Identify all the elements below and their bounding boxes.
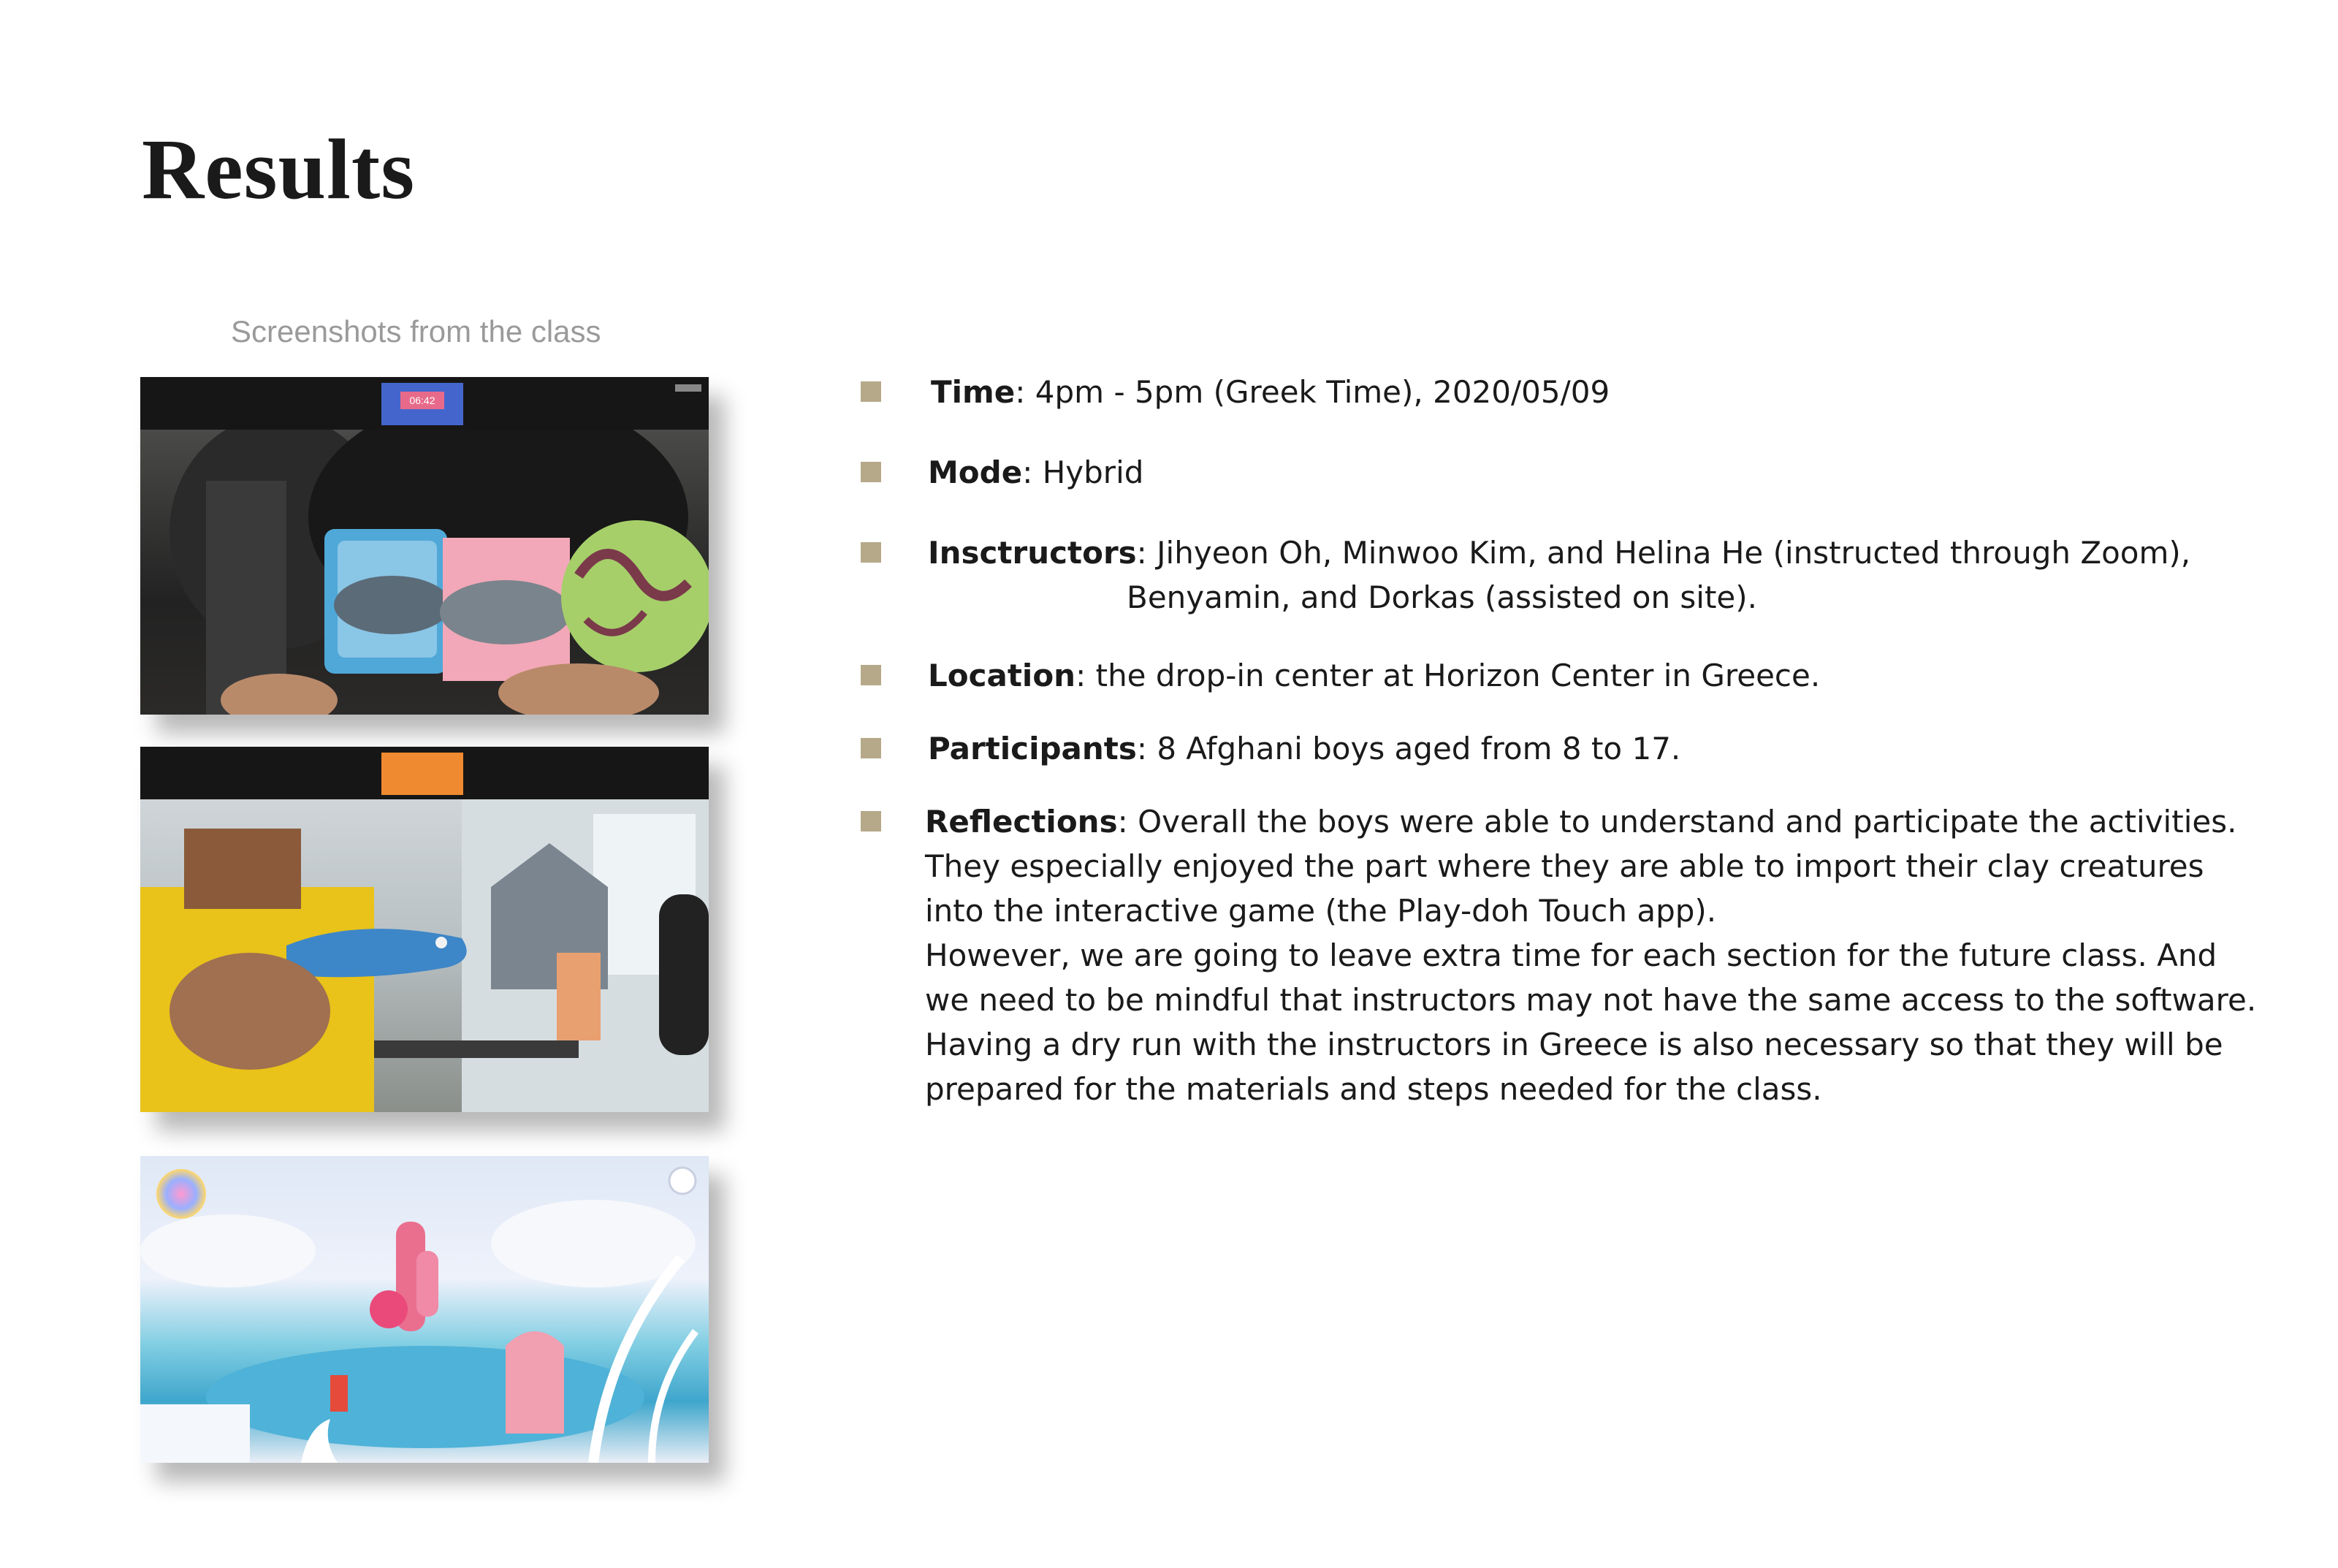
zoom-toolbar	[140, 377, 709, 430]
game-scene	[140, 1156, 709, 1463]
game-orb-icon	[156, 1169, 206, 1219]
mode-label: Mode	[928, 454, 1023, 490]
reflections-line: They especially enjoyed the part where they are able to import their clay creatures	[925, 848, 2204, 884]
participants-value: : 8 Afghani boys aged from 8 to 17.	[1136, 731, 1681, 766]
mode-value: : Hybrid	[1022, 454, 1144, 490]
location-value: : the drop-in center at Horizon Center in Greece.	[1075, 658, 1821, 693]
screenshot-game	[140, 1156, 709, 1463]
cards-photo	[140, 430, 709, 715]
instructors-continuation: Benyamin, and Dorkas (assisted on site).	[1127, 579, 1758, 615]
bullet-marker	[861, 462, 881, 482]
zoom-view-icon	[675, 384, 701, 392]
game-illustration	[140, 1156, 709, 1463]
reflections-label: Reflections	[925, 804, 1118, 840]
reflections-line: we need to be mindful that instructors may not have the same access to the software.	[925, 982, 2257, 1018]
class-video-frame	[140, 430, 709, 715]
bullet-marker	[861, 738, 881, 758]
location-label: Location	[928, 658, 1076, 693]
time-value: : 4pm - 5pm (Greek Time), 2020/05/09	[1015, 374, 1610, 410]
class-video-frame	[140, 799, 709, 1112]
clock-label: 06:42	[400, 392, 444, 409]
reflections-line: into the interactive game (the Play-doh Touch app).	[925, 893, 1717, 929]
bullet-marker	[861, 665, 881, 685]
zoom-participant-thumbnail	[381, 383, 463, 425]
reflections-line: Having a dry run with the instructors in Greece is also necessary so that they will be	[925, 1027, 2223, 1062]
reflections-line: However, we are going to leave extra time for each section for the future class. And	[925, 937, 2217, 973]
time-label: Time	[931, 374, 1016, 410]
page-title: Results	[142, 121, 416, 217]
game-menu-icon	[669, 1168, 696, 1194]
reflections-line: prepared for the materials and steps needed for the class.	[925, 1071, 1822, 1107]
zoom-participant-thumbnail	[381, 753, 463, 795]
bullet-marker	[861, 811, 881, 831]
screenshot-clay-creature	[140, 747, 709, 1112]
bullet-marker	[861, 381, 881, 402]
instructors-value: : Jihyeon Oh, Minwoo Kim, and Helina He (instructed through Zoom),	[1136, 535, 2191, 571]
screenshots-caption: Screenshots from the class	[231, 314, 601, 349]
reflections-value: : Overall the boys were able to understand and participate the activities.	[1117, 804, 2237, 840]
instructors-label: Insctructors	[928, 535, 1137, 571]
participants-label: Participants	[928, 731, 1137, 766]
zoom-toolbar	[140, 747, 709, 799]
bullet-marker	[861, 542, 881, 563]
screenshot-zoom-cards	[140, 377, 709, 715]
clay-photo	[140, 799, 709, 1112]
